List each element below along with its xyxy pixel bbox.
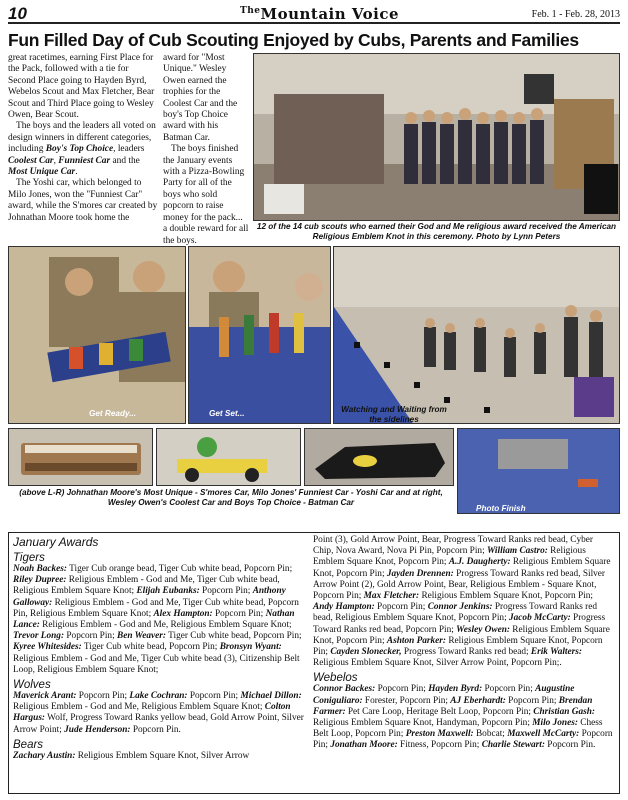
award-recipient-name: Brendan Farmer:	[313, 695, 593, 717]
category-funniest-car: Funniest Car	[58, 155, 111, 166]
award-list: Fitness, Popcorn Pin;	[397, 740, 482, 751]
award-recipient-name: Nathan Lance:	[13, 608, 295, 631]
watching-caption: Watching and Waiting from the sidelines	[341, 405, 447, 424]
award-recipient-name: William Castro:	[486, 546, 548, 557]
article-paragraph: award for "Most Unique." Wesley Owen earned the trophies for the Coolest Car and the boy's Top Choice award with his Batman Car.	[163, 53, 238, 143]
masthead-name: Mountain Voice	[260, 5, 400, 23]
tigers-list	[13, 564, 307, 676]
issue-date: Feb. 1 - Feb. 28, 2013	[531, 9, 620, 20]
webelos-heading: Webelos	[313, 672, 358, 685]
get-set-photo-image	[189, 247, 331, 424]
award-list: Popcorn Pin.	[544, 740, 596, 751]
award-recipient-name: Maxwell McCarty:	[507, 729, 580, 740]
award-recipient-name: Connor Jenkins:	[427, 602, 493, 613]
award-recipient-name: Colton Hargus:	[13, 702, 291, 724]
award-list: Religious Emblem Square Knot, Popcorn Pin;	[313, 635, 603, 658]
photo-finish-photo	[457, 428, 620, 514]
awards-right-column	[313, 535, 615, 752]
award-list: Popcorn Pin;	[76, 691, 130, 702]
award-recipient-name: Zachary Austin:	[13, 750, 76, 761]
award-list: Progress Toward Ranks red bead, Popcorn Pin;	[313, 613, 606, 635]
award-recipient-name: Lake Cochran:	[129, 691, 188, 702]
award-recipient-name: Ashton Parker:	[386, 635, 447, 646]
category-coolest-car: Coolest Car	[8, 155, 54, 166]
award-list: Point (3), Gold Arrow Point, Bear, Progress Toward Ranks red bead, Cyber Chip, Nova Award, Nova Pi Pin, Popcorn Pin;	[313, 535, 593, 557]
yoshi-car-photo	[156, 428, 301, 486]
category-most-unique-car: Most Unique Car	[8, 167, 76, 178]
award-list: Popcorn Pin;	[187, 691, 241, 702]
webelos-list	[313, 684, 615, 751]
yoshi-car-image	[157, 429, 301, 486]
masthead	[240, 5, 399, 23]
award-recipient-name: Jonathan Moore:	[330, 740, 398, 751]
award-recipient-name: Charlie Stewart:	[481, 740, 545, 751]
award-list: Popcorn Pin;	[374, 602, 428, 613]
award-list: Religious Emblem Square Knot, Handyman, Popcorn Pin;	[313, 718, 533, 729]
headline: Fun Filled Day of Cub Scouting Enjoyed by Cubs, Parents and Families	[8, 30, 579, 50]
award-recipient-name: Elijah Eubanks:	[136, 586, 200, 597]
article-paragraph: great racetimes, earning First Place for the Pack, followed with a tie for Second Place going to Hayden Byrd, Webelos Scout and Max Fletcher, Bear Scout and Third Place going to Wesley Owen, Bear Scout.	[8, 53, 155, 121]
award-recipient-name: Jude Henderson:	[64, 724, 131, 735]
award-recipient-name: Riley Dupree:	[13, 575, 67, 586]
bears-heading: Bears	[13, 738, 44, 751]
award-recipient-name: Noah Backes:	[13, 564, 67, 574]
award-recipient-name: Milo Jones:	[532, 718, 578, 729]
category-boys-top-choice: Boy's Top Choice	[45, 144, 114, 155]
award-list: Popcorn Pin;	[64, 631, 117, 642]
award-list: Progress Toward Ranks red bead;	[401, 647, 531, 658]
award-list: Tiger Cub white bead, Popcorn Pin;	[165, 631, 302, 642]
award-list: Religious Emblem - God and Me, Tiger Cub white bead (3), Citizenship Belt Loop, Religious Emblem Square Knot;	[13, 653, 300, 675]
article-paragraph: The Yoshi car, which belonged to Milo Jones, won the "Funniest Car" award, while the S'mores car created by Johnathan Moore took home the	[8, 178, 158, 223]
award-recipient-name: Connor Backes:	[313, 684, 376, 695]
award-recipient-name: Michael Dillon:	[240, 691, 302, 702]
ceremony-photo-image	[254, 54, 620, 221]
award-recipient-name: Christian Gash:	[533, 706, 596, 717]
award-list: Popcorn Pin;	[313, 729, 613, 751]
page-header	[8, 4, 620, 24]
award-list: Bobcat;	[473, 729, 508, 740]
award-list: Popcorn Pin;	[482, 684, 536, 695]
text: ,	[53, 155, 59, 166]
award-recipient-name: Jacob McCarty:	[509, 613, 571, 624]
award-list: Religious Emblem Square Knot, Popcorn Pin;	[313, 546, 586, 568]
text: and the	[110, 155, 140, 166]
awards-title: January Awards	[13, 535, 99, 549]
text: , leaders	[113, 144, 145, 155]
batman-car-image	[305, 429, 454, 486]
watching-photo	[333, 246, 620, 424]
get-ready-caption: Get Ready...	[89, 409, 137, 418]
ceremony-photo-caption: 12 of the 14 cub scouts who earned their God and Me religious award received the American Religious Emblem Knot in this ceremony. Photo by Lynn Peters	[256, 222, 617, 241]
watching-caption-wrap	[334, 405, 620, 424]
photo-finish-caption: Photo Finish	[476, 504, 526, 513]
smores-car-image	[9, 429, 153, 486]
award-list: Progress Toward Ranks red bead, Silver Arrow Point (2), Gold Arrow Point, Bear, Religious Emblem - Square Knot, Popcorn Pin;	[313, 568, 606, 602]
page-number: 10	[8, 4, 27, 23]
award-recipient-name: AJ Eberhardt:	[450, 695, 506, 706]
wolves-list	[13, 691, 307, 736]
award-list: Religious Emblem - God and Me, Religious Emblem Square Knot;	[39, 620, 292, 631]
award-list: Tiger Cub orange bead, Tiger Cub white bead, Popcorn Pin;	[66, 564, 293, 574]
article-paragraph: The boys finished the January events with a Pizza-Bowling Party for all of the boys who sold popcorn to raise money for the pack... a double reward for all the boys.	[163, 144, 249, 246]
award-recipient-name: Andy Hampton:	[313, 602, 375, 613]
award-list: Religious Emblem Square Knot, Popcorn Pin;	[313, 557, 611, 579]
award-list: Religious Emblem Square Knot, Silver Arrow Point, Popcorn Pin;.	[313, 658, 562, 669]
award-list: Forester, Popcorn Pin;	[362, 695, 451, 706]
january-awards-box	[8, 532, 620, 794]
award-recipient-name: Trevor Long:	[13, 631, 65, 642]
award-recipient-name: Hayden Byrd:	[428, 684, 483, 695]
award-recipient-name: Augustine Coniguliaro:	[313, 684, 575, 706]
award-recipient-name: Jayden Drennen:	[386, 568, 454, 579]
award-list: Religious Emblem - God and Me, Religious Emblem Square Knot;	[13, 702, 265, 713]
award-list: Wolf, Progress Toward Ranks yellow bead, Gold Arrow Point, Silver Arrow Point;	[13, 713, 304, 735]
batman-car-photo	[304, 428, 454, 486]
award-recipient-name: Max Fletcher:	[363, 591, 420, 602]
award-list: Popcorn Pin;	[375, 684, 429, 695]
award-recipient-name: Bronsyn Wyant:	[219, 642, 282, 653]
award-list: Tiger Cub white bead, Popcorn Pin;	[81, 642, 220, 653]
award-list: Popcorn Pin;	[212, 608, 266, 619]
wolves-heading: Wolves	[13, 679, 51, 692]
award-list: Religious Emblem Square Knot, Popcorn Pin;	[313, 624, 610, 646]
award-recipient-name: A.J. Daugherty:	[448, 557, 511, 568]
tigers-heading: Tigers	[13, 552, 45, 564]
article-paragraph	[8, 121, 158, 178]
article-column-2	[163, 53, 249, 247]
award-recipient-name: Wesley Owen:	[456, 624, 510, 635]
award-list: Popcorn Pin.	[130, 724, 181, 735]
award-list: Progress Toward Ranks red bead, Religious Emblem Square Knot, Popcorn Pin;	[313, 602, 598, 624]
awards-left-column	[13, 535, 307, 762]
award-list: Religious Emblem Square Knot, Silver Arrow	[75, 750, 250, 761]
award-list: Religious Emblem - God and Me, Tiger Cub white bead, Religious Emblem Square Knot;	[13, 575, 280, 597]
award-recipient-name: Erik Walters:	[530, 647, 582, 658]
photo-finish-image	[458, 429, 620, 514]
award-recipient-name: Maverick Arant:	[13, 691, 77, 702]
watching-photo-image	[334, 247, 620, 424]
award-list: Religious Emblem - God and Me, Tiger Cub white bead, Popcorn Pin, Religious Emblem Square Knot;	[13, 597, 299, 619]
smores-car-photo	[8, 428, 153, 486]
award-list: Popcorn Pin;	[505, 695, 559, 706]
award-list: Religious Emblem Square Knot, Popcorn Pin;	[419, 591, 593, 602]
award-list: Popcorn Pin;	[199, 586, 253, 597]
get-set-photo	[188, 246, 331, 424]
get-set-caption: Get Set...	[209, 409, 245, 418]
get-ready-photo-image	[9, 247, 186, 424]
award-recipient-name: Kyree Whitesides:	[13, 642, 82, 653]
masthead-the: The	[240, 6, 261, 16]
bears-list-start	[13, 751, 307, 762]
cars-caption: (above L-R) Johnathan Moore's Most Unique - S'mores Car, Milo Jones' Funniest Car - Yoshi Car and at right, Wesley Owen's Coolest Car and Boys Top Choice - Batman Car	[19, 488, 443, 507]
bears-list-continued	[313, 535, 615, 669]
award-recipient-name: Cayden Slonecker,	[330, 647, 402, 658]
award-recipient-name: Alex Hampton:	[153, 608, 213, 619]
award-list: Pet Care Loop, Heritage Belt Loop, Popcorn Pin;	[345, 706, 534, 717]
get-ready-photo	[8, 246, 186, 424]
text: .	[75, 167, 78, 178]
award-recipient-name: Ben Weaver:	[117, 631, 166, 642]
award-list: Chess Belt Loop, Popcorn Pin;	[313, 718, 603, 740]
ceremony-photo	[253, 53, 620, 221]
award-recipient-name: Anthony Galloway:	[13, 586, 286, 608]
text: The boys and the leaders all voted on design winners in different categories, including	[8, 121, 156, 155]
award-recipient-name: Preston Maxwell:	[405, 729, 474, 740]
article-column-1	[8, 53, 158, 224]
